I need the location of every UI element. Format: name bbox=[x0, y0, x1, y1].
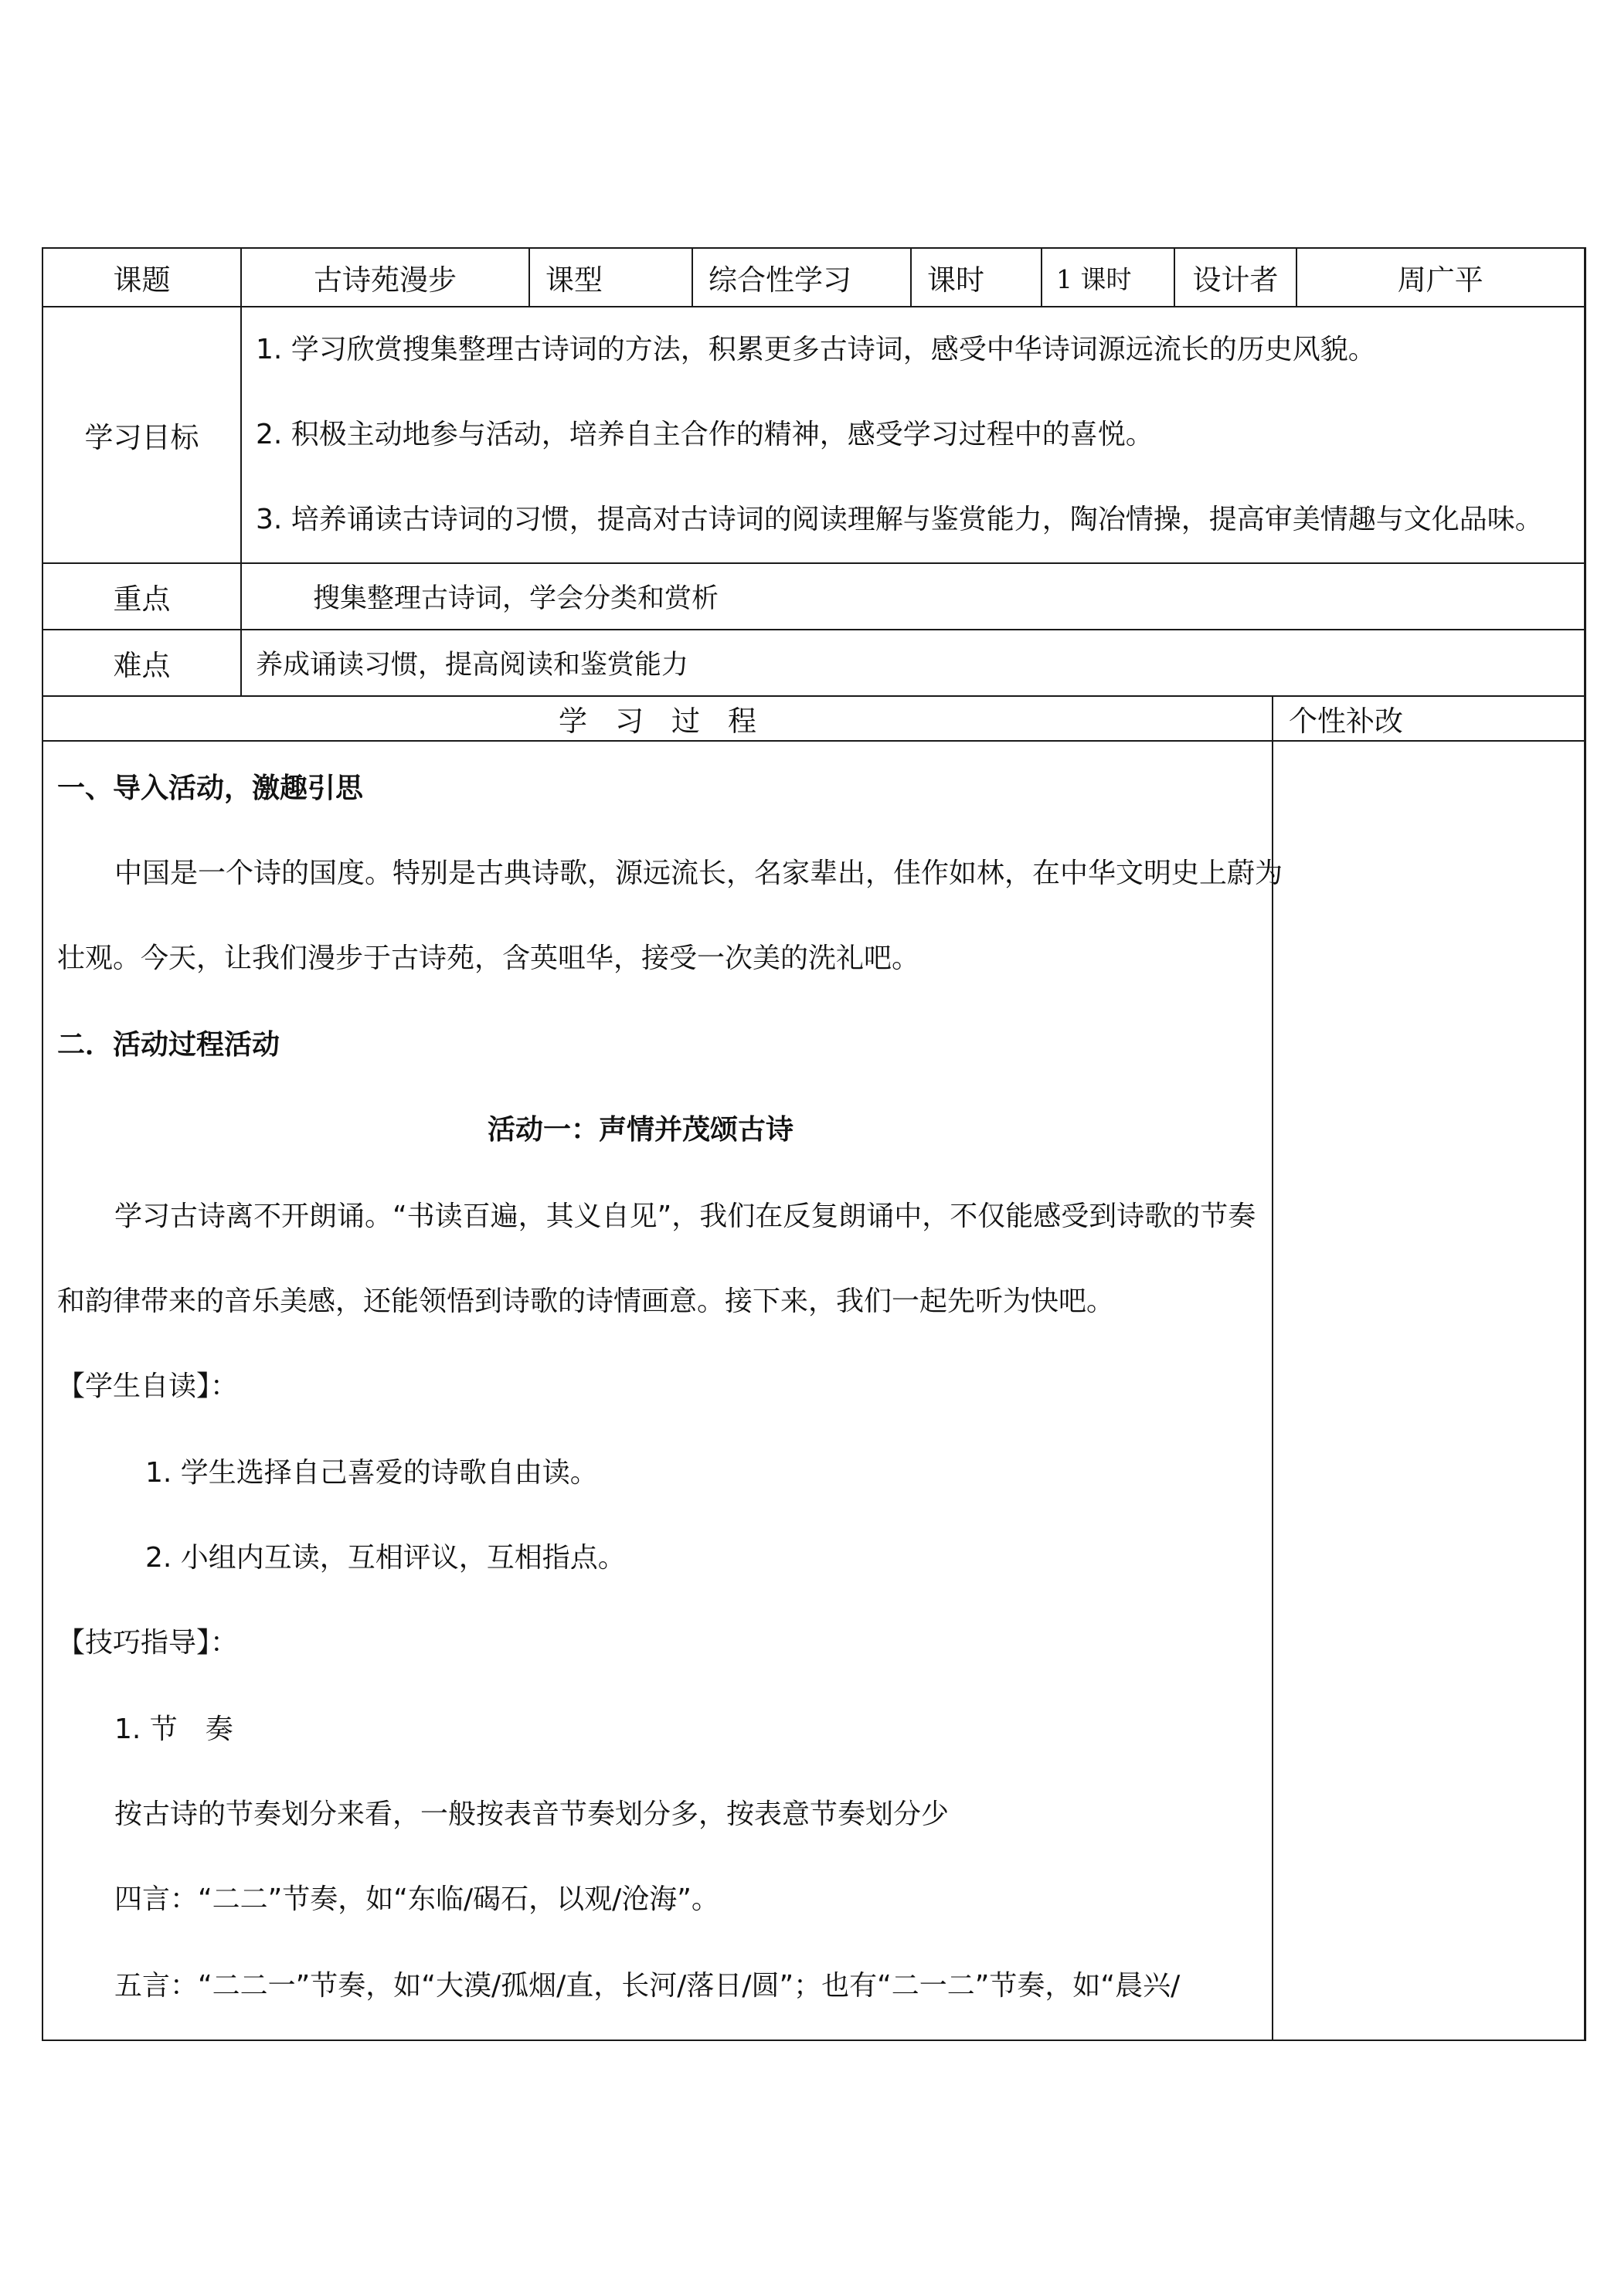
notes-column bbox=[1273, 741, 1585, 2040]
section-heading-activity: 二．活动过程活动 bbox=[57, 1029, 280, 1061]
paragraph-line: 学习古诗离不开朗诵。“书读百遍，其义自见”，我们在反复朗诵中，不仅能感受到诗歌的节奏 bbox=[114, 1201, 1256, 1232]
key-point-label: 重点 bbox=[42, 563, 241, 630]
process-title: 学习过程 bbox=[559, 705, 784, 738]
type-value: 综合性学习 bbox=[692, 248, 911, 307]
paragraph-line: 五言：“二二一”节奏，如“大漠/孤烟/直，长河/落日/圆”；也有“二一二”节奏，如“晨兴/ bbox=[114, 1970, 1181, 2002]
key-point-row bbox=[42, 563, 1585, 630]
designer-label: 设计者 bbox=[1174, 248, 1296, 307]
process-body bbox=[42, 741, 1283, 2040]
process-title-cell bbox=[42, 696, 1273, 741]
designer-value: 周广平 bbox=[1296, 248, 1585, 307]
paragraph-line: 按古诗的节奏划分来看，一般按表音节奏划分多，按表意节奏划分少 bbox=[114, 1798, 950, 1830]
topic-value: 古诗苑漫步 bbox=[241, 248, 529, 307]
section-heading-intro: 一、导入活动，激趣引思 bbox=[57, 773, 364, 804]
hours-value: 1 课时 bbox=[1042, 248, 1174, 307]
difficulty-label: 难点 bbox=[42, 630, 241, 696]
difficulty-row bbox=[42, 630, 1585, 696]
goals-row bbox=[42, 307, 1585, 563]
paragraph-line: 四言：“二二”节奏，如“东临/碣石，以观/沧海”。 bbox=[114, 1883, 719, 1915]
process-header-row bbox=[42, 696, 1585, 741]
goal-item-3: 3. 培养诵读古诗词的习惯，提高对古诗词的阅读理解与鉴赏能力，陶冶情操，提高审美情趣与文化品味。 bbox=[256, 504, 1543, 535]
paragraph-line: 和韵律带来的音乐美感，还能领悟到诗歌的诗情画意。接下来，我们一起先听为快吧。 bbox=[57, 1286, 1115, 1317]
goals-content bbox=[241, 307, 1585, 563]
header-row bbox=[42, 248, 1585, 307]
paragraph-line: 壮观。今天，让我们漫步于古诗苑，含英咀华，接受一次美的洗礼吧。 bbox=[57, 943, 920, 974]
key-point-value: 搜集整理古诗词，学会分类和赏析 bbox=[241, 563, 1585, 630]
topic-label: 课题 bbox=[42, 248, 241, 307]
lesson-plan-table bbox=[42, 247, 1586, 2041]
list-item: 1. 节 奏 bbox=[114, 1714, 233, 1745]
list-item: 1. 学生选择自己喜爱的诗歌自由读。 bbox=[145, 1457, 598, 1489]
paragraph-line: 中国是一个诗的国度。特别是古典诗歌，源远流长，名家辈出，佳作如林，在中华文明史上蔚为 bbox=[114, 858, 1283, 889]
notes-label: 个性补改 bbox=[1273, 696, 1585, 741]
type-label: 课型 bbox=[529, 248, 692, 307]
hours-label: 课时 bbox=[911, 248, 1042, 307]
goal-item-2: 2. 积极主动地参与活动，培养自主合作的精神，感受学习过程中的喜悦。 bbox=[256, 419, 1154, 450]
activity-title: 活动一：声情并茂颂古诗 bbox=[488, 1114, 794, 1146]
goals-label: 学习目标 bbox=[42, 307, 241, 563]
difficulty-value: 养成诵读习惯，提高阅读和鉴赏能力 bbox=[241, 630, 1585, 696]
process-body-row bbox=[42, 741, 1585, 2040]
goal-item-1: 1. 学习欣赏搜集整理古诗词的方法，积累更多古诗词，感受中华诗词源远流长的历史风貌。 bbox=[256, 334, 1376, 365]
subsection-heading: 【技巧指导】： bbox=[57, 1627, 239, 1659]
subsection-heading: 【学生自读】： bbox=[57, 1370, 239, 1402]
list-item: 2. 小组内互读，互相评议，互相指点。 bbox=[145, 1542, 626, 1574]
